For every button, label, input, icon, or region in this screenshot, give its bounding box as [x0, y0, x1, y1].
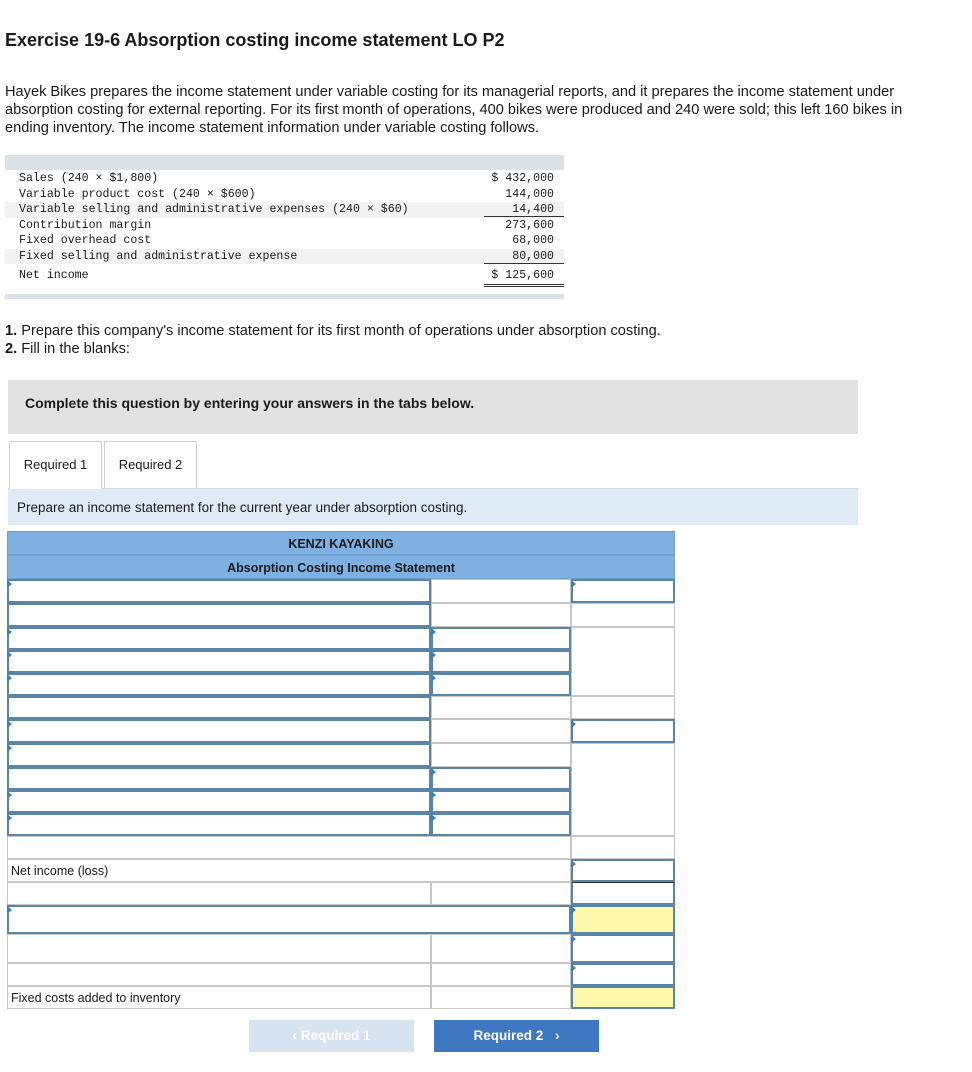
problem-description: Hayek Bikes prepares the income statement under variable costing for its managerial reports, and it prepares the income statement under absorption costing for external reporting. For its first month of operations, 400 bikes were produced and 240 were sold; this left 160 bikes in ending inventory. The income statement information under variable costing follows. — [5, 84, 903, 136]
blank-cell — [431, 986, 571, 1009]
table-row — [5, 249, 564, 265]
line-item-input[interactable] — [7, 579, 431, 603]
complete-banner-text: Complete this question by entering your answers in the tabs below. — [25, 395, 475, 411]
instruction-2: Fill in the blanks: — [21, 341, 130, 357]
line-item-input[interactable] — [7, 790, 431, 813]
table-row — [5, 171, 564, 187]
line-item-input[interactable] — [7, 650, 431, 673]
blank-description-input[interactable] — [7, 905, 571, 934]
amount-input[interactable] — [431, 650, 571, 673]
blank-cell — [431, 963, 571, 986]
line-item-input[interactable] — [7, 743, 431, 767]
table-row — [5, 187, 564, 203]
table-row — [5, 268, 564, 284]
next-required-button[interactable] — [434, 1020, 599, 1052]
blank-cell — [7, 882, 431, 905]
table-row — [5, 202, 564, 218]
blank-cell — [7, 934, 431, 963]
blank-amount-input[interactable] — [571, 905, 675, 934]
company-name: KENZI KAYAKING — [7, 531, 675, 555]
double-underline-cell — [571, 882, 675, 905]
instruction-1: Prepare this company's income statement for its first month of operations under absorption costing. — [21, 323, 661, 339]
blank-amount-input[interactable] — [571, 934, 675, 963]
blank-cell — [431, 579, 571, 603]
line-item-input[interactable] — [7, 696, 431, 719]
page-title: Exercise 19-6 Absorption costing income statement LO P2 — [5, 30, 505, 50]
prompt-text: Prepare an income statement for the current year under absorption costing. — [17, 500, 468, 515]
subtotal-rule — [484, 263, 564, 264]
row-value: $ 432,000 — [491, 172, 554, 185]
blank-cell — [431, 934, 571, 963]
row-value: 273,600 — [505, 218, 554, 232]
blank-cell — [431, 882, 571, 905]
table-row — [5, 233, 564, 249]
amount-input[interactable] — [571, 719, 675, 743]
fixed-costs-input[interactable] — [571, 986, 675, 1009]
table-row — [5, 218, 564, 234]
line-item-input[interactable] — [7, 813, 431, 836]
row-label: Variable product cost (240 × $600) — [19, 187, 256, 201]
chevron-left-icon: ‹ — [292, 1028, 297, 1043]
row-label: Contribution margin — [19, 218, 152, 232]
row-value: 144,000 — [505, 187, 554, 201]
line-item-input[interactable] — [7, 767, 431, 790]
item-number: 2. — [5, 341, 18, 357]
line-item-input[interactable] — [7, 603, 431, 627]
row-value: 14,400 — [512, 203, 554, 216]
amount-input[interactable] — [431, 767, 571, 790]
amount-input[interactable] — [431, 627, 571, 650]
complete-banner — [8, 380, 858, 434]
amount-input[interactable] — [571, 579, 675, 603]
chevron-right-icon: › — [555, 1028, 560, 1043]
blank-cell — [571, 627, 675, 696]
row-value: 80,000 — [512, 249, 554, 263]
row-value: $ 125,600 — [491, 269, 554, 282]
prev-button-label: Required 1 — [300, 1028, 371, 1043]
row-label: Fixed selling and administrative expense — [19, 249, 298, 263]
next-button-label: Required 2 — [473, 1028, 544, 1043]
blank-cell — [571, 836, 675, 859]
amount-input[interactable] — [431, 813, 571, 836]
tab-prompt — [8, 488, 858, 525]
row-label: Variable selling and administrative expenses (240 × $60) — [19, 203, 409, 216]
item-number: 1. — [5, 323, 18, 339]
blank-cell — [7, 963, 431, 986]
line-item-input[interactable] — [7, 673, 431, 696]
table-top-bar — [5, 155, 564, 170]
blank-cell — [431, 603, 571, 627]
total-double-rule — [484, 286, 564, 287]
prev-required-button[interactable] — [249, 1020, 414, 1052]
row-label: Sales (240 × $1,800) — [19, 172, 159, 185]
fixed-costs-label-cell — [7, 986, 431, 1009]
blank-cell — [431, 719, 571, 743]
blank-cell — [431, 743, 571, 767]
blank-cell — [571, 603, 675, 627]
row-label: Fixed overhead cost — [19, 234, 152, 247]
row-label: Net income — [19, 269, 89, 282]
net-income-label: Net income (loss) — [11, 864, 109, 878]
statement-title: Absorption Costing Income Statement — [7, 555, 675, 579]
amount-input[interactable] — [431, 673, 571, 696]
fixed-costs-label: Fixed costs added to inventory — [11, 991, 181, 1005]
blank-cell — [571, 743, 675, 836]
variable-costing-table — [5, 155, 564, 299]
blank-cell — [7, 836, 571, 859]
net-income-input[interactable] — [571, 859, 675, 882]
line-item-input[interactable] — [7, 719, 431, 743]
tab-required-2[interactable]: Required 2 — [104, 441, 197, 489]
table-bottom-bar — [5, 294, 564, 299]
line-item-input[interactable] — [7, 627, 431, 650]
total-double-rule — [484, 284, 564, 285]
blank-cell — [571, 696, 675, 719]
row-value: 68,000 — [512, 234, 554, 247]
tab-required-1[interactable]: Required 1 — [9, 441, 102, 489]
blank-cell — [431, 696, 571, 719]
blank-amount-input[interactable] — [571, 963, 675, 986]
instructions — [5, 322, 661, 358]
net-income-label-cell — [7, 859, 571, 882]
amount-input[interactable] — [431, 790, 571, 813]
